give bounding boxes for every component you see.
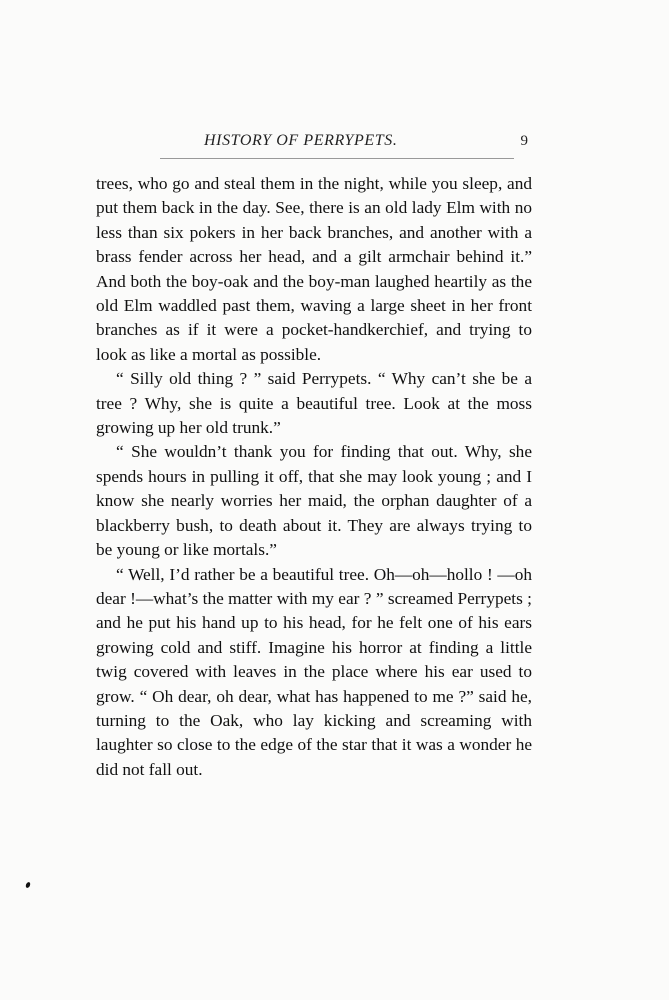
body-text bbox=[96, 172, 532, 782]
paragraph-4: “ Well, I’d rather be a beautiful tree. Oh—oh—hollo ! —oh dear !—what’s the matter with my ear ? ” screamed Perrypets ; and he put his hand up to his head, for he felt one of his ears growing cold and stiff. Imagine his horror at finding a little twig covered with leaves in the place where his ear used to grow. “ Oh dear, oh dear, what has happened to me ?” said he, turning to the Oak, who lay kicking and screaming with laughter so close to the edge of the star that it was a wonder he did not fall out. bbox=[96, 564, 532, 779]
ink-speck bbox=[25, 881, 31, 888]
header-rule bbox=[160, 158, 514, 159]
paragraph-3: “ She wouldn’t thank you for finding that out. Why, she spends hours in pulling it off, that she may look young ; and I know she nearly worries her maid, the orphan daughter of a blackberry bush, to death about it. They are always trying to be young or like mortals.” bbox=[96, 442, 532, 560]
running-title: HISTORY OF PERRYPETS. bbox=[204, 132, 398, 149]
paragraph-2: “ Silly old thing ? ” said Perrypets. “ Why can’t she be a tree ? Why, she is quite a beautiful tree. Look at the moss growing up her old trunk.” bbox=[96, 369, 532, 438]
paragraph-1: trees, who go and steal them in the night, while you sleep, and put them back in the day. See, there is an old lady Elm with no less than six pokers in her back branches, and another with a brass fender across her head, and a gilt armchair behind it.” And both the boy-oak and the boy-man laughed heartily as the old Elm waddled past them, waving a large sheet in her front branches as if it were a pocket-handkerchief, and trying to look as like a mortal as possible. bbox=[96, 174, 532, 364]
page-header bbox=[160, 128, 528, 158]
page-number: 9 bbox=[520, 133, 528, 149]
